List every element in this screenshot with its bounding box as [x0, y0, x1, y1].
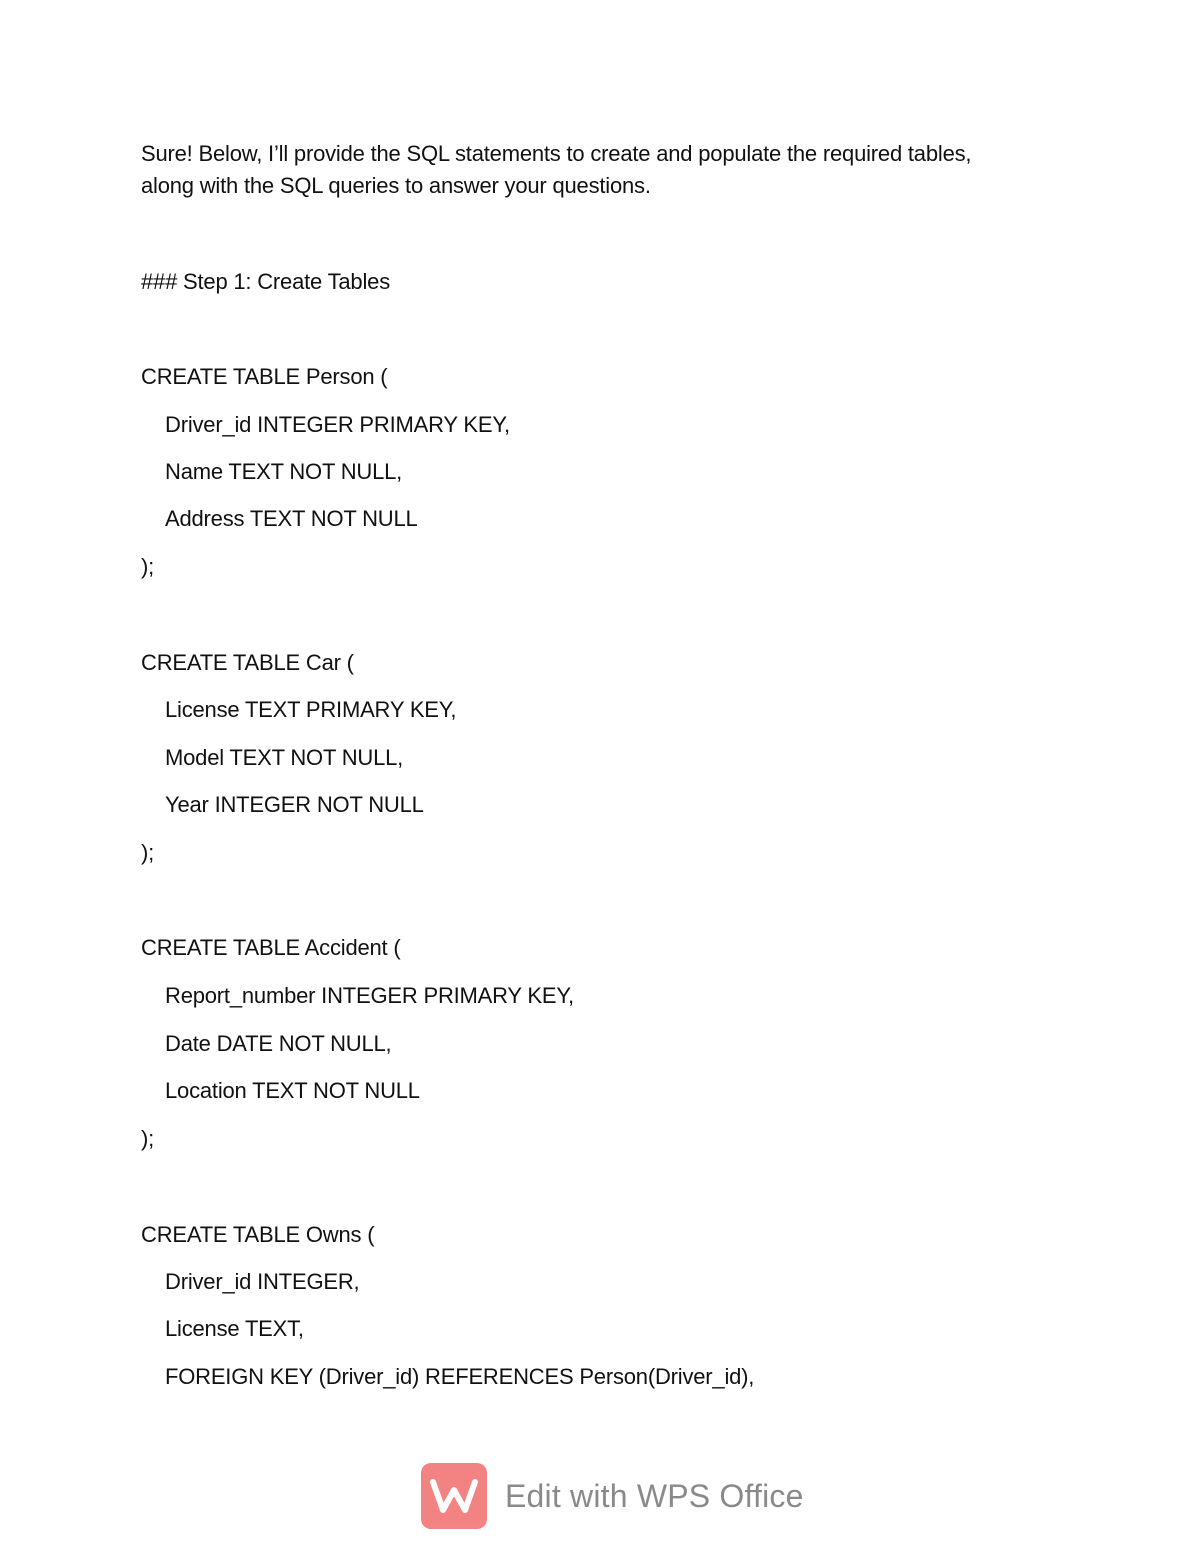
- sql-line-owns-col1: Driver_id INTEGER,: [165, 1269, 360, 1294]
- sql-line-person-col2: Name TEXT NOT NULL,: [165, 459, 403, 484]
- wps-badge-label: Edit with WPS Office: [505, 1477, 804, 1514]
- wps-w-icon: [421, 1463, 487, 1529]
- sql-line-car-close: );: [141, 840, 155, 865]
- sql-line-accident-col3: Location TEXT NOT NULL: [165, 1078, 420, 1103]
- sql-line-person-col1: Driver_id INTEGER PRIMARY KEY,: [165, 412, 510, 437]
- sql-line-accident-close: );: [141, 1126, 155, 1151]
- sql-line-accident-col1: Report_number INTEGER PRIMARY KEY,: [165, 983, 574, 1008]
- sql-line-car-col1: License TEXT PRIMARY KEY,: [165, 697, 457, 722]
- sql-line-owns-col2: License TEXT,: [165, 1316, 304, 1341]
- intro-text-line-1: Sure! Below, I’ll provide the SQL statements to create and populate the required tables,: [141, 141, 972, 166]
- sql-line-person-close: );: [141, 554, 155, 579]
- sql-line-owns-header: CREATE TABLE Owns (: [141, 1222, 375, 1247]
- sql-line-accident-col2: Date DATE NOT NULL,: [165, 1031, 392, 1056]
- intro-text-line-2: along with the SQL queries to answer your questions.: [141, 173, 651, 198]
- step-heading: ### Step 1: Create Tables: [141, 269, 390, 294]
- sql-line-person-header: CREATE TABLE Person (: [141, 364, 388, 389]
- edit-with-wps-badge[interactable]: [421, 1463, 804, 1529]
- sql-line-car-col3: Year INTEGER NOT NULL: [165, 792, 424, 817]
- sql-line-car-header: CREATE TABLE Car (: [141, 650, 354, 675]
- sql-line-accident-header: CREATE TABLE Accident (: [141, 935, 401, 960]
- sql-line-person-col3: Address TEXT NOT NULL: [165, 506, 418, 531]
- sql-line-owns-col3: FOREIGN KEY (Driver_id) REFERENCES Person(Driver_id),: [165, 1364, 755, 1389]
- sql-line-car-col2: Model TEXT NOT NULL,: [165, 745, 404, 770]
